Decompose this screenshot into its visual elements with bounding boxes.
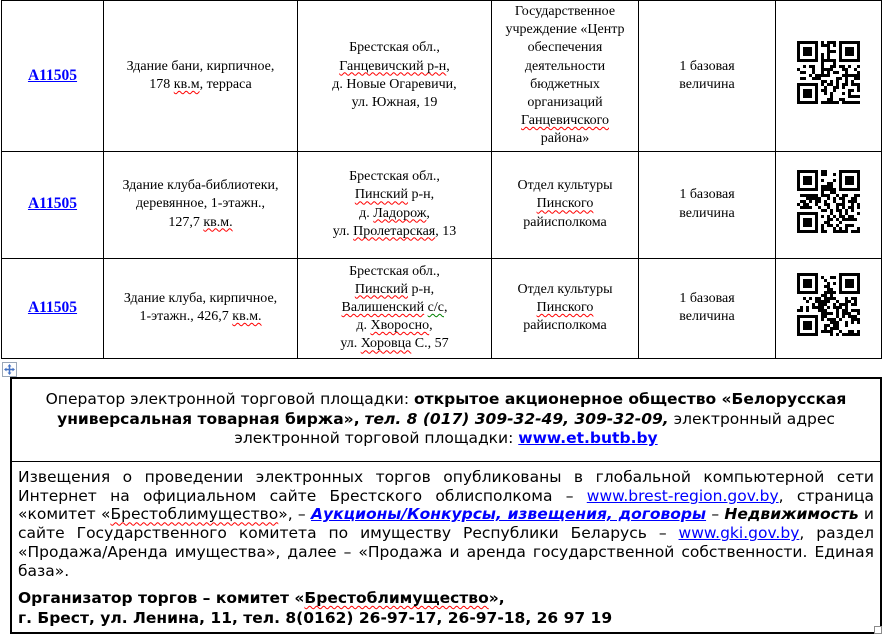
lot-price-cell: 1 базовая величина [639, 258, 776, 358]
move-arrows-icon [4, 364, 15, 375]
lot-link[interactable]: A11505 [27, 298, 78, 316]
lot-organization-cell: Отдел культуры Пинского райисполкома [492, 151, 639, 258]
hyperlink[interactable]: Аукционы/Конкурсы, извещения, договоры [310, 505, 707, 524]
organizer-paragraph [18, 589, 874, 628]
lot-id-cell [2, 258, 104, 358]
table-move-handle-icon[interactable] [2, 362, 17, 377]
table-resize-handle-icon[interactable] [874, 626, 882, 634]
info-body [12, 462, 880, 632]
hyperlink[interactable]: www.et.butb.by [518, 429, 658, 447]
organizer-line-1: Организатор торгов – комитет «Брестоблимущество», [18, 589, 505, 608]
lot-qr-cell [776, 258, 882, 358]
lots-table [1, 0, 882, 359]
organizer-line-2: г. Брест, ул. Ленина, 11, тел. 8(0162) 26-97-17, 26-97-18, 26 97 19 [18, 608, 613, 627]
lot-price-cell: 1 базовая величина [639, 151, 776, 258]
lot-organization-cell: Отдел культуры Пинского райисполкома [492, 258, 639, 358]
notice-paragraph: Извещения о проведении электронных торгов опубликованы в глобальной компьютерной сети Интернет на официальном сайте Брестского облисполкома – www.brest-region.gov.by, страница «комитет «Брестоблимущество», – Аукционы/Конкурсы, извещения, договоры – Недвижимость и сайте Государственного комитета по имуществу Республики Беларусь – www.gki.gov.by, раздел «Продажа/Аренда имущества», далее – «Продажа и аренда государственной собственности. Единая база». [18, 468, 874, 580]
table-row [2, 1, 882, 152]
lot-organization-cell: Государственное учреждение «Центр обеспечения деятельности бюджетных организаций Ганцевичского района» [492, 1, 639, 152]
lot-description-cell: Здание клуба, кирпичное, 1-этажн., 426,7 кв.м. [104, 258, 298, 358]
lot-link[interactable]: A11505 [27, 195, 78, 213]
lot-qr-cell [776, 1, 882, 152]
hyperlink[interactable]: www.gki.gov.by [678, 524, 800, 543]
qr-code-icon [797, 170, 860, 233]
lot-address-cell: Брестская обл., Ганцевичский р-н, д. Новые Огаревичи, ул. Южная, 19 [298, 1, 492, 152]
qr-code-icon [797, 41, 860, 104]
table-row [2, 151, 882, 258]
lot-qr-cell [776, 151, 882, 258]
operator-paragraph: Оператор электронной торговой площадки: открытое акционерное общество «Белорусская универсальная товарная биржа», тел. 8 (017) 309-32-49, 309-32-09, электронный адрес электронной торговой площадки: www.et.butb.by [12, 379, 880, 462]
lot-description-cell: Здание клуба-библиотеки, деревянное, 1-этажн., 127,7 кв.м. [104, 151, 298, 258]
lot-id-cell [2, 151, 104, 258]
lot-id-cell [2, 1, 104, 152]
info-block [10, 377, 882, 634]
lot-address-cell: Брестская обл., Пинский р-н, д. Ладорож, ул. Пролетарская, 13 [298, 151, 492, 258]
lot-link[interactable]: A11505 [27, 66, 78, 84]
qr-code-icon [797, 273, 860, 336]
lot-address-cell: Брестская обл., Пинский р-н, Валишенский с/с, д. Хворосно, ул. Хоровца С., 57 [298, 258, 492, 358]
hyperlink[interactable]: www.brest-region.gov.by [586, 486, 779, 505]
lot-price-cell: 1 базовая величина [639, 1, 776, 152]
lot-description-cell: Здание бани, кирпичное, 178 кв.м, терраса [104, 1, 298, 152]
table-row [2, 258, 882, 358]
